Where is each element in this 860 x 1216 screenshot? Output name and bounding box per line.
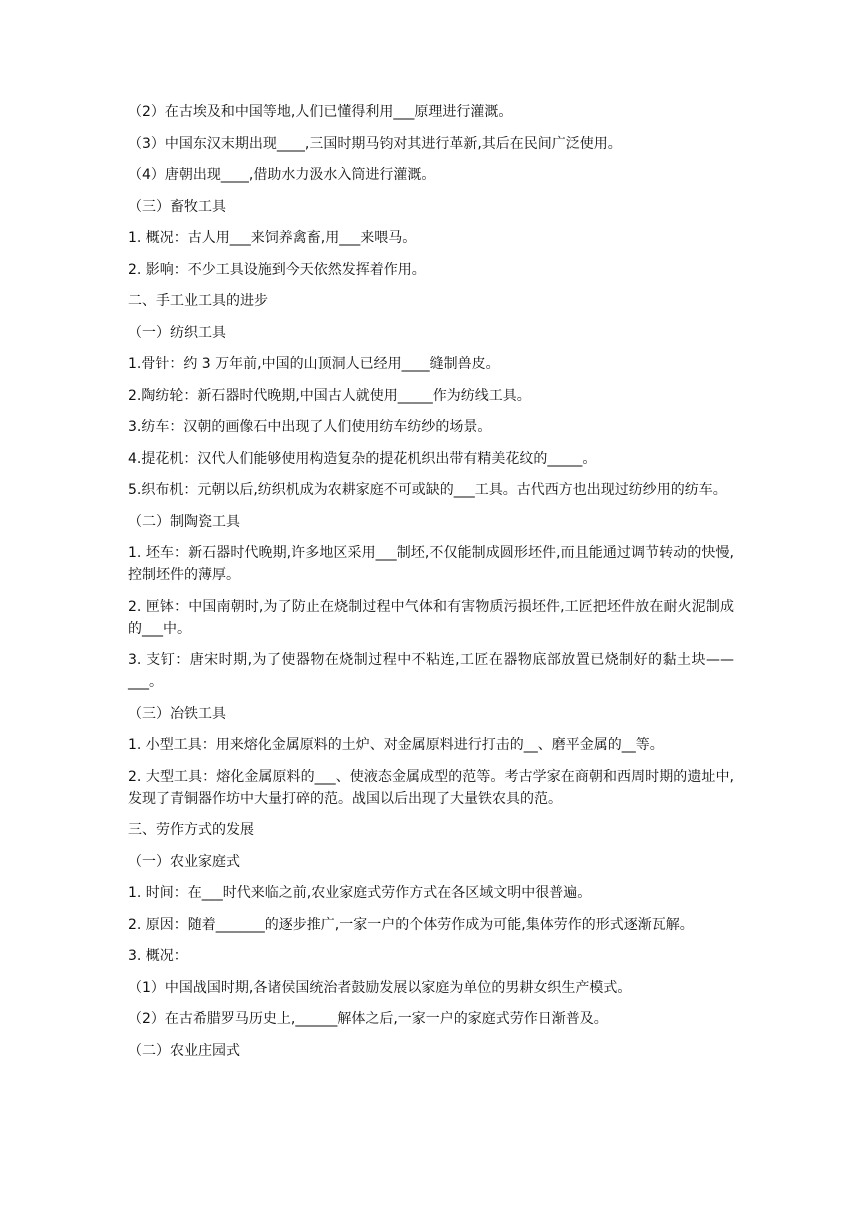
text-paragraph: 2. 大型工具：熔化金属原料的___、使液态金属成型的范等。考古学家在商朝和西周时期的遗址中,发现了青铜器作坊中大量打碎的范。战国以后出现了大量铁农具的范。 <box>128 768 734 807</box>
text-line: 4.提花机：汉代人们能够使用构造复杂的提花机织出带有精美花纹的_____。 <box>128 450 597 467</box>
text-paragraph: 2. 匣钵：中国南朝时,为了防止在烧制过程中气体和有害物质污损坯件,工匠把坯件放在耐火泥制成的___中。 <box>128 598 734 637</box>
section-heading: （一）农业家庭式 <box>128 853 240 870</box>
text-line: （1）中国战国时期,各诸侯国统治者鼓励发展以家庭为单位的男耕女织生产模式。 <box>128 979 632 996</box>
section-heading: （一）纺织工具 <box>128 324 226 341</box>
text-line: 2.陶纺轮：新石器时代晚期,中国古人就使用_____作为纺线工具。 <box>128 387 531 404</box>
text-line: （2）在古埃及和中国等地,人们已懂得利用___原理进行灌溉。 <box>128 104 513 120</box>
text-line: 3.纺车：汉朝的画像石中出现了人们使用纺车纺纱的场景。 <box>128 419 492 435</box>
section-heading: （二）农业庄园式 <box>128 1042 240 1059</box>
text-line: （4）唐朝出现____,借助水力汲水入筒进行灌溉。 <box>128 167 436 183</box>
text-line: 1. 概况：古人用___来饲养禽畜,用___来喂马。 <box>128 230 417 246</box>
section-heading: （二）制陶瓷工具 <box>128 513 240 530</box>
document-body <box>128 101 734 1071</box>
text-paragraph: 1. 坯车：新石器时代晚期,许多地区采用___制坯,不仅能制成圆形坯件,而且能通过调节转动的快慢,控制坯件的薄厚。 <box>128 545 734 583</box>
text-line: 1. 时间：在___时代来临之前,农业家庭式劳作方式在各区域文明中很普遍。 <box>128 885 592 901</box>
chapter-heading: 三、劳作方式的发展 <box>128 822 254 838</box>
section-heading: （三）冶铁工具 <box>128 705 226 722</box>
text-paragraph: 3. 支钉：唐宋时期,为了使器物在烧制过程中不粘连,工匠在器物底部放置已烧制好的黏土块——___。 <box>128 652 734 690</box>
text-line: 2. 影响：不少工具设施到今天依然发挥着作用。 <box>128 261 426 278</box>
text-line: （3）中国东汉末期出现____,三国时期马钧对其进行革新,其后在民间广泛使用。 <box>128 135 622 152</box>
text-paragraph: 5.织布机：元朝以后,纺织机成为农耕家庭不可或缺的___工具。古代西方也出现过纺纱用的纺车。 <box>128 482 727 498</box>
text-paragraph: 2. 原因：随着_______的逐步推广,一家一户的个体劳作成为可能,集体劳作的形式逐渐瓦解。 <box>128 916 694 933</box>
section-heading: （三）畜牧工具 <box>128 198 226 215</box>
chapter-heading: 二、手工业工具的进步 <box>128 293 268 309</box>
text-line: （2）在古希腊罗马历史上,______解体之后,一家一户的家庭式劳作日渐普及。 <box>128 1011 608 1027</box>
text-line: 1.骨针：约 3 万年前,中国的山顶洞人已经用____缝制兽皮。 <box>128 356 500 372</box>
text-line: 3. 概况： <box>128 948 188 964</box>
text-line: 1. 小型工具：用来熔化金属原料的土炉、对金属原料进行打击的__、磨平金属的__等。 <box>128 737 664 753</box>
